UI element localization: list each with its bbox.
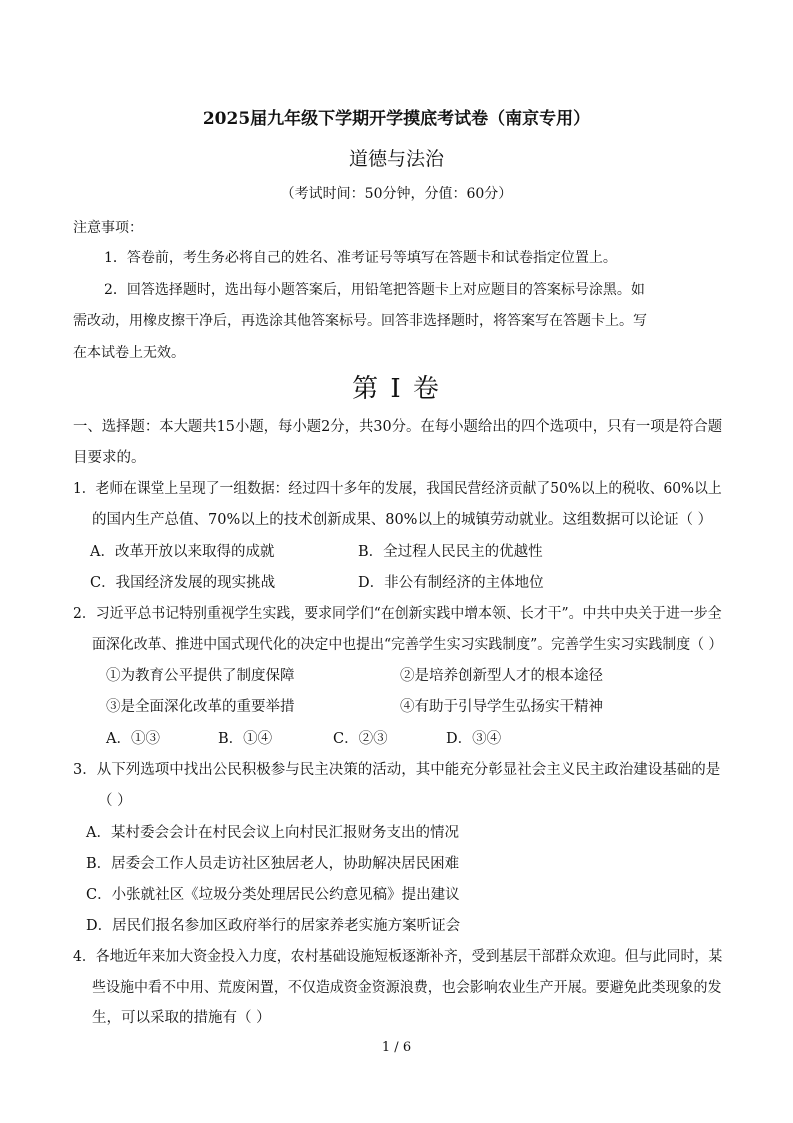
q2-line-2: 面深化改革、推进中国式现代化的决定中也提出“完善学生实习实践制度”。完善学生实习实践制度（ ） [92, 637, 723, 653]
q1-option-a: A．改革开放以来取得的成就 [90, 544, 275, 560]
q3-option-b: B．居委会工作人员走访社区独居老人，协助解决居民困难 [86, 856, 460, 872]
q2-statement-4: ④有助于引导学生弘扬实干精神 [400, 699, 603, 715]
notice-heading: 注意事项： [73, 220, 143, 236]
q1-option-c: C．我国经济发展的现实挑战 [90, 575, 276, 591]
q2-option-a: A．①③ [106, 731, 160, 747]
section-title: 第 I 卷 [352, 374, 441, 404]
q2-line-1: 2．习近平总书记特别重视学生实践，要求同学们“在创新实践中增本领、长才干”。中共中央关于进一步全 [73, 606, 722, 622]
q3-line-1: 3．从下列选项中找出公民积极参与民主决策的活动，其中能充分彰显社会主义民主政治建设基础的是 [73, 762, 721, 778]
q2-statement-2: ②是培养创新型人才的根本途径 [400, 668, 603, 684]
q3-line-2: （ ） [98, 793, 132, 809]
q4-line-1: 4．各地近年来加大资金投入力度，农村基础设施短板逐渐补齐，受到基层干部群众欢迎。但与此同时，某 [73, 949, 723, 965]
subject-title: 道德与法治 [348, 148, 444, 170]
q4-line-3: 生，可以采取的措施有（ ） [92, 1010, 271, 1026]
q2-statement-3: ③是全面深化改革的重要举措 [106, 699, 295, 715]
q3-option-d: D．居民们报名参加区政府举行的居家养老实施方案听证会 [86, 918, 461, 934]
q1-line-2: 的国内生产总值、70%以上的技术创新成果、80%以上的城镇劳动就业。这组数据可以论证（ ） [92, 512, 713, 528]
page-number: 1 / 6 [381, 1040, 412, 1055]
q3-option-a: A．某村委会会计在村民会议上向村民汇报财务支出的情况 [86, 825, 459, 841]
exam-title: 2025届九年级下学期开学摸底考试卷（南京专用） [202, 109, 591, 129]
q3-option-c: C．小张就社区《垃圾分类处理居民公约意见稿》提出建议 [86, 887, 460, 903]
exam-info: （考试时间：50分钟，分值：60分） [280, 186, 513, 202]
notice-item-1: 1．答卷前，考生务必将自己的姓名、准考证号等填写在答题卡和试卷指定位置上。 [104, 250, 617, 266]
part-intro-line-2: 目要求的。 [73, 450, 146, 466]
q2-option-d: D．③④ [446, 731, 502, 747]
q2-statement-1: ①为教育公平提供了制度保障 [106, 668, 295, 684]
q4-line-2: 些设施中看不中用、荒废闲置，不仅造成资金资源浪费，也会影响农业生产开展。要避免此类现象的发 [92, 980, 722, 996]
q2-option-c: C．②③ [333, 731, 388, 747]
notice-item-2-line-1: 2．回答选择题时，选出每小题答案后，用铅笔把答题卡上对应题目的答案标号涂黑。如 [104, 282, 645, 298]
q2-option-b: B．①④ [218, 731, 273, 747]
q1-line-1: 1．老师在课堂上呈现了一组数据：经过四十多年的发展，我国民营经济贡献了50%以上的税收、60%以上 [73, 481, 722, 497]
part-intro-line-1: 一、选择题：本大题共15小题，每小题2分，共30分。在每小题给出的四个选项中，只有一项是符合题 [73, 419, 723, 435]
notice-item-2-line-3: 在本试卷上无效。 [73, 345, 185, 361]
notice-item-2-line-2: 需改动，用橡皮擦干净后，再选涂其他答案标号。回答非选择题时，将答案写在答题卡上。写 [73, 313, 647, 329]
q1-option-b: B．全过程人民民主的优越性 [358, 544, 543, 560]
q1-option-d: D．非公有制经济的主体地位 [358, 575, 544, 591]
